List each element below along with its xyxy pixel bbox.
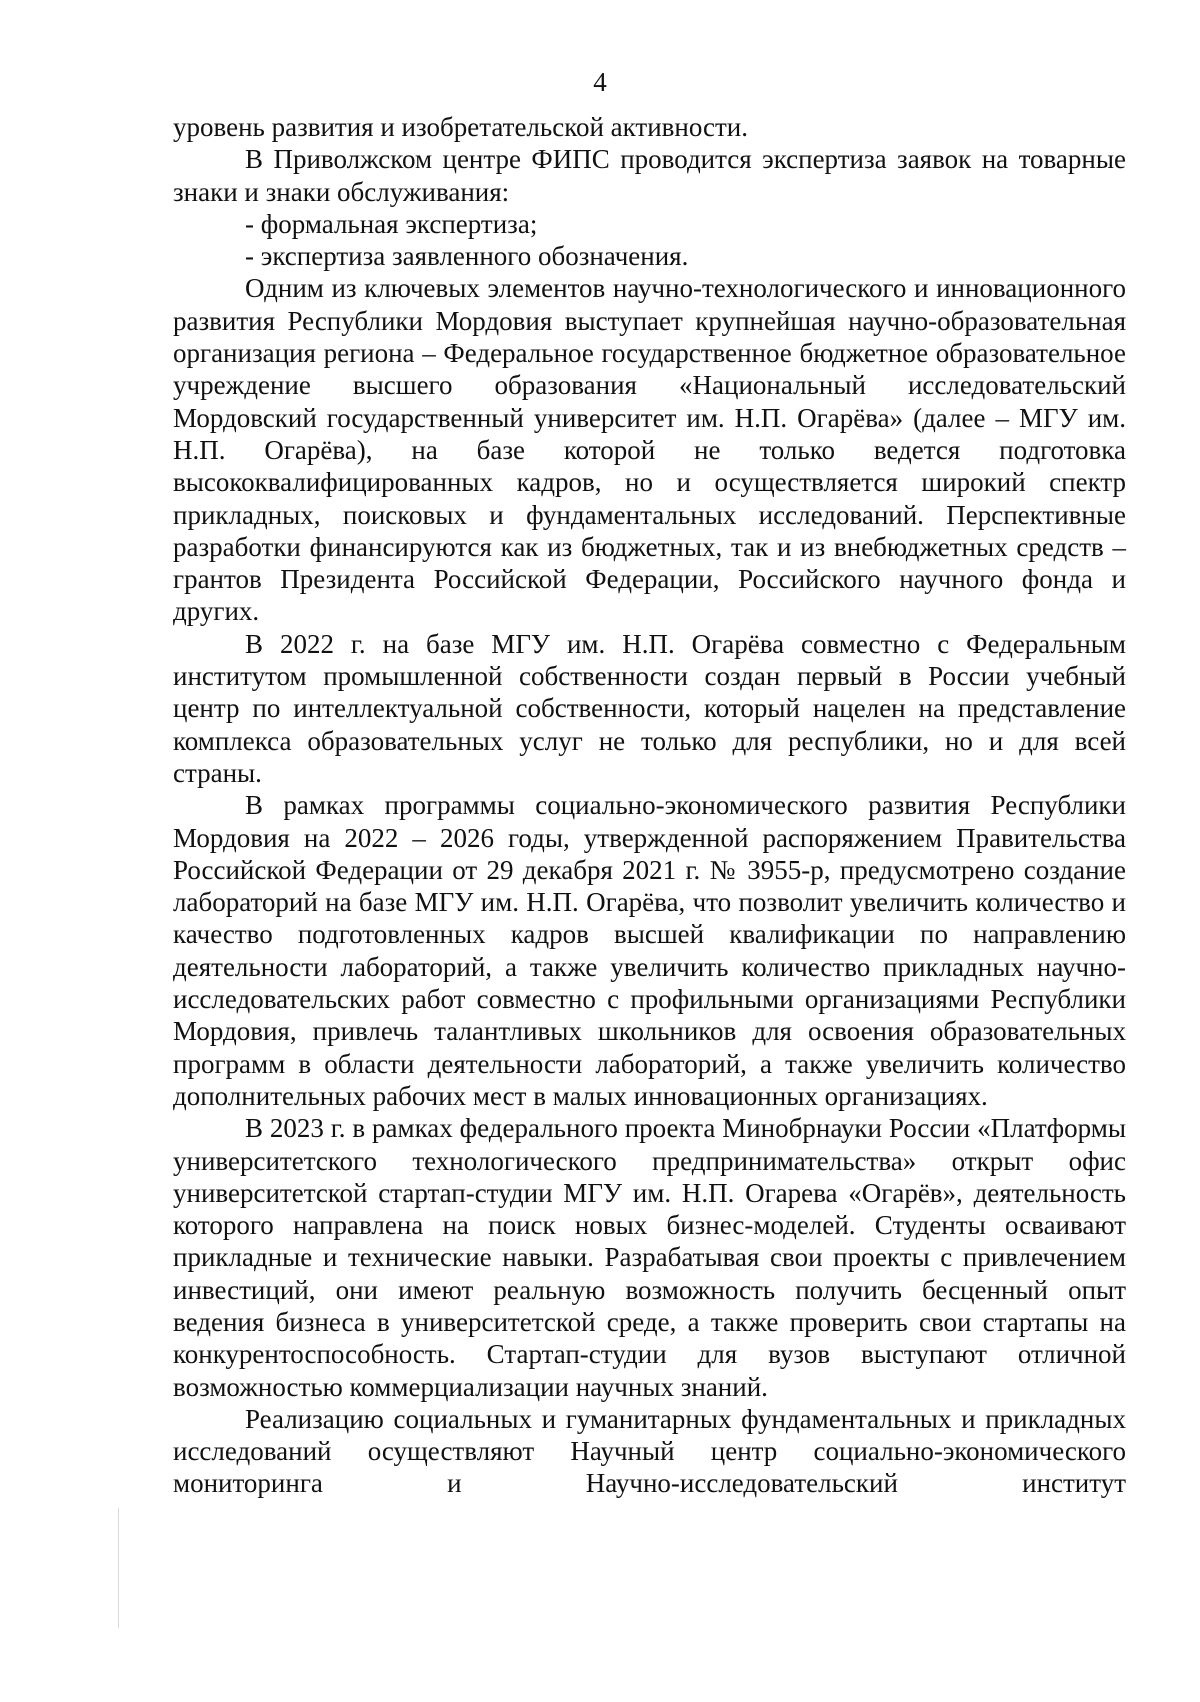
document-body (173, 111, 1126, 1500)
paragraph-continuation: уровень развития и изобретательской активности. (173, 112, 748, 142)
page-number: 4 (593, 67, 607, 97)
paragraph-fips-expertise: В Приволжском центре ФИПС проводится экспертиза заявок на товарные знаки и знаки обслуживания: (173, 144, 1126, 207)
scan-margin-line (118, 1508, 119, 1628)
paragraph-startup-studio: В 2023 г. в рамках федерального проекта Минобрнауки России «Платформы университетского технологического предпринимательства» открыт офис университетской стартап-студии МГУ им. Н.П. Огарева «Огарёв», деятельность которого направлена на поиск новых бизнес-моделей. Студенты осваивают прикладные и технические навыки. Разрабатывая свои проекты с привлечением инвестиций, они имеют реальную возможность получить бесценный опыт ведения бизнеса в университетской среде, а также проверить свои стартапы на конкурентоспособность. Стартап-студии для вузов выступают отличной возможностью коммерциализации научных знаний. (173, 1113, 1126, 1402)
paragraph-ip-training-center: В 2022 г. на базе МГУ им. Н.П. Огарёва совместно с Федеральным институтом промышленной собственности создан первый в России учебный центр по интеллектуальной собственности, который нацелен на представление комплекса образовательных услуг не только для республики, но и для всей страны. (173, 628, 1126, 788)
list-item-designation-expertise: - экспертиза заявленного обозначения. (245, 241, 689, 272)
list-item-formal-expertise: - формальная экспертиза; (245, 208, 538, 239)
paragraph-research-centers: Реализацию социальных и гуманитарных фундаментальных и прикладных исследований осуществляют Научный центр социально-экономического мониторинга и Научно-исследовательский институт (173, 1403, 1126, 1499)
paragraph-university: Одним из ключевых элементов научно-технологического и инновационного развития Республики Мордовия выступает крупнейшая научно-образовательная организация региона – Федеральное государственное бюджетное образовательное учреждение высшего образования «Национальный исследовательский Мордовский государственный университет им. Н.П. Огарёва» (далее – МГУ им. Н.П. Огарёва), на базе которой не только ведется подготовка высококвалифицированных кадров, но и осуществляется широкий спектр прикладных, поисковых и фундаментальных исследований. Перспективные разработки финансируются как из бюджетных, так и из внебюджетных средств – грантов Президента Российской Федерации, Российского научного фонда и других. (173, 273, 1126, 627)
paragraph-development-program: В рамках программы социально-экономического развития Республики Мордовия на 2022 – 2026 годы, утвержденной распоряжением Правительства Российской Федерации от 29 декабря 2021 г. № 3955-р, предусмотрено создание лабораторий на базе МГУ им. Н.П. Огарёва, что позволит увеличить количество и качество подготовленных кадров высшей квалификации по направлению деятельности лабораторий, а также увеличить количество прикладных научно-исследовательских работ совместно с профильными организациями Республики Мордовия, привлечь талантливых школьников для освоения образовательных программ в области деятельности лабораторий, а также увеличить количество дополнительных рабочих мест в малых инновационных организациях. (173, 790, 1126, 1111)
